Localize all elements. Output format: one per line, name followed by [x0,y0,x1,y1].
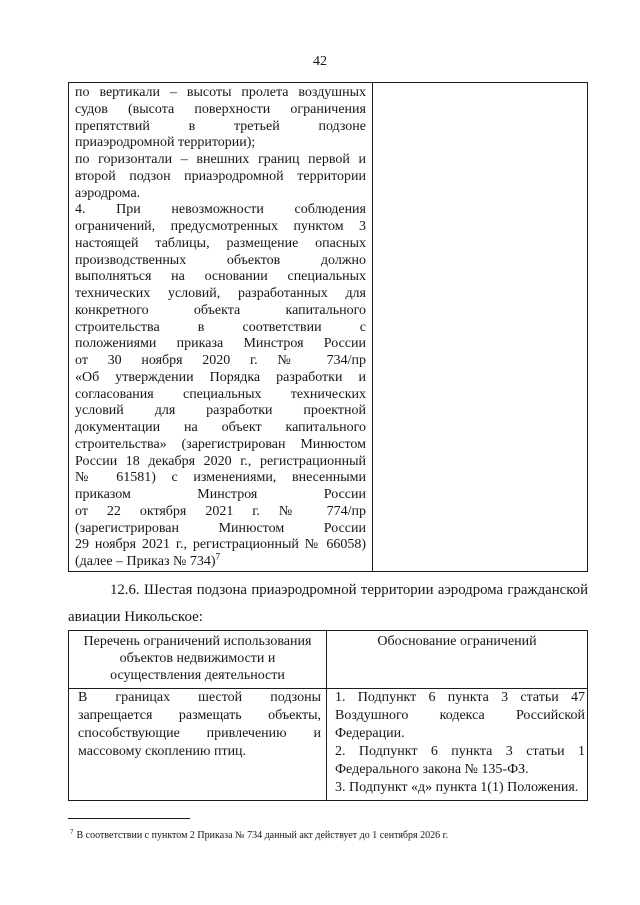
text-line: (зарегистрирован Минюстом России [75,520,366,536]
text-line: технических условий, разработанных для [75,286,366,301]
footnote-separator [68,818,190,819]
table-2-header-right [327,633,587,650]
header-line: осуществления деятельности [110,668,285,683]
table-1-right-cell [373,83,587,571]
text-line: по горизонтали – внешних границ первой и [75,152,366,167]
text-line: России 18 декабря 2020 г., регистрационный [75,453,366,469]
text-line: строительства» (зарегистрирован Минюстом [75,436,366,452]
table-divider [326,631,327,800]
text-line: согласования специальных технических [75,386,366,402]
text-line: аэродрома. [75,185,141,201]
footnote-marker: 7 [70,827,74,836]
text-line: документации на объект капитального [75,420,366,435]
text-line: препятствий в третьей подзоне [75,118,366,134]
text-line: Федерального закона № 135-ФЗ. [335,762,529,777]
text-line: массовому скоплению птиц. [78,744,247,759]
table-1 [68,82,588,572]
footnote-reference: 7 [215,551,220,562]
text-line: второй подзон приаэродромной территории [75,168,366,184]
text-line: 29 ноября 2021 г., регистрационный № 66058) [75,537,366,553]
table-1-left-cell [75,85,366,571]
text-line: № 61581) с изменениями, внесенными [75,470,366,486]
table-2-body-left [78,689,321,761]
text-line: запрещается размещать объекты, [78,708,321,723]
text-line: приаэродромной территории); [75,135,256,151]
section-line: авиации Никольское: [68,609,203,625]
section-heading [68,577,588,631]
text-line: 4. При невозможности соблюдения [75,202,366,218]
text-line: ограничений, предусмотренных пунктом 3 [75,219,366,234]
text-line: строительства в соответствии с [75,319,366,335]
header-line: Обоснование ограничений [377,634,537,649]
table-2 [68,630,588,801]
text-line: 2. Подпункт 6 пункта 3 статьи 1 [335,744,585,759]
text-line: производственных объектов должно [75,252,366,268]
text-line: В границах шестой подзоны [78,690,321,705]
table-2-body-right [335,689,585,797]
text-line: конкретного объекта капитального [75,302,366,318]
text-line: «Об утверждении Порядка разработки и [75,369,366,385]
footnote-text: В соответствии с пунктом 2 Приказа № 734 данный акт действует до 1 сентября 2026 г. [76,830,449,841]
text-line [75,551,366,571]
text-line: способствующие привлечению и [78,726,321,741]
text-line: выполняться на основании специальных [75,269,366,285]
text-line: судов (высота поверхности ограничения [75,101,366,117]
text-line: Воздушного кодекса Российской [335,708,585,723]
text-line: Федерации. [335,726,405,741]
text-line: настоящей таблицы, размещение опасных [75,235,366,251]
footnote [70,829,610,842]
text-line: условий для разработки проектной [75,403,366,419]
text-line: 1. Подпункт 6 пункта 3 статьи 47 [335,690,585,705]
header-line: объектов недвижимости и [119,651,276,666]
section-line: 12.6. Шестая подзона приаэродромной территории аэродрома гражданской [110,582,588,598]
text-line: положениями приказа Минстроя России [75,336,366,352]
page-number: 42 [313,54,327,69]
text-line: приказом Минстроя России [75,487,366,502]
text-line: от 30 ноября 2020 г. № 734/пр [75,353,366,368]
text-line: от 22 октября 2021 г. № 774/пр [75,503,366,519]
text-line: по вертикали – высоты пролета воздушных [75,85,366,100]
line-text: (далее – Приказ № 734) [75,554,216,569]
header-line: Перечень ограничений использования [83,634,312,649]
table-2-header-left [69,633,326,684]
text-line: 3. Подпункт «д» пункта 1(1) Положения. [335,780,579,795]
